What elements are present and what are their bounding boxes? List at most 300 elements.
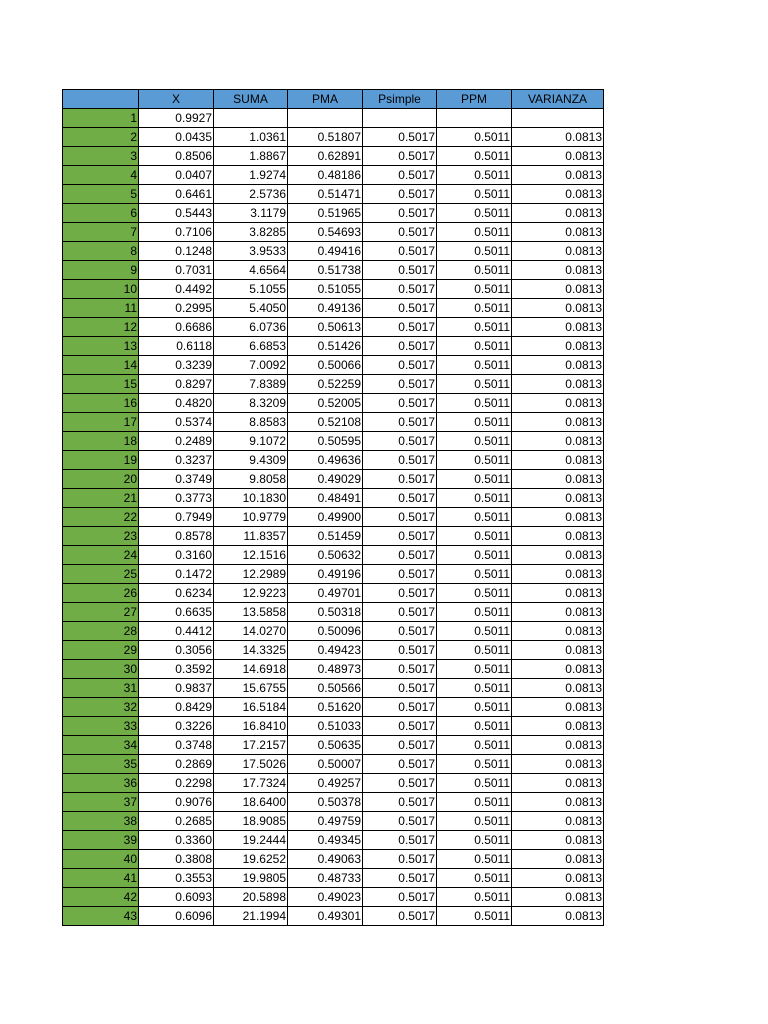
table-row	[63, 812, 604, 831]
cell-suma: 9.4309	[214, 451, 288, 470]
cell-psimple: 0.5017	[363, 698, 437, 717]
cell-ppm: 0.5011	[437, 489, 512, 508]
cell-suma: 19.6252	[214, 850, 288, 869]
cell-pma: 0.51426	[288, 337, 363, 356]
cell-ppm: 0.5011	[437, 736, 512, 755]
cell-ppm: 0.5011	[437, 641, 512, 660]
cell-x: 0.7031	[139, 261, 214, 280]
cell-x: 0.4492	[139, 280, 214, 299]
cell-ppm: 0.5011	[437, 850, 512, 869]
cell-psimple: 0.5017	[363, 394, 437, 413]
cell-x: 0.3749	[139, 470, 214, 489]
row-index: 35	[63, 755, 139, 774]
table-row	[63, 888, 604, 907]
cell-x: 0.2685	[139, 812, 214, 831]
cell-psimple: 0.5017	[363, 527, 437, 546]
cell-suma: 7.8389	[214, 375, 288, 394]
cell-psimple: 0.5017	[363, 185, 437, 204]
cell-varianza: 0.0813	[512, 204, 604, 223]
cell-suma: 8.8583	[214, 413, 288, 432]
cell-suma: 11.8357	[214, 527, 288, 546]
cell-varianza: 0.0813	[512, 223, 604, 242]
row-index: 15	[63, 375, 139, 394]
cell-pma: 0.49636	[288, 451, 363, 470]
cell-pma: 0.49900	[288, 508, 363, 527]
cell-suma: 16.8410	[214, 717, 288, 736]
cell-x: 0.8506	[139, 147, 214, 166]
cell-pma: 0.51620	[288, 698, 363, 717]
table-row	[63, 489, 604, 508]
cell-x: 0.8429	[139, 698, 214, 717]
cell-ppm: 0.5011	[437, 147, 512, 166]
row-index: 23	[63, 527, 139, 546]
cell-suma: 17.2157	[214, 736, 288, 755]
table-row	[63, 242, 604, 261]
row-index: 3	[63, 147, 139, 166]
cell-suma: 12.2989	[214, 565, 288, 584]
cell-ppm: 0.5011	[437, 603, 512, 622]
row-index: 36	[63, 774, 139, 793]
row-index: 4	[63, 166, 139, 185]
cell-x: 0.4412	[139, 622, 214, 641]
cell-psimple: 0.5017	[363, 204, 437, 223]
cell-ppm: 0.5011	[437, 242, 512, 261]
cell-ppm: 0.5011	[437, 565, 512, 584]
row-index: 12	[63, 318, 139, 337]
cell-psimple: 0.5017	[363, 850, 437, 869]
cell-suma: 13.5858	[214, 603, 288, 622]
header-x: X	[139, 90, 214, 109]
table-row	[63, 109, 604, 128]
cell-suma: 20.5898	[214, 888, 288, 907]
table-row	[63, 584, 604, 603]
cell-pma: 0.50613	[288, 318, 363, 337]
cell-suma: 14.3325	[214, 641, 288, 660]
cell-ppm: 0.5011	[437, 755, 512, 774]
cell-ppm: 0.5011	[437, 451, 512, 470]
cell-pma: 0.51807	[288, 128, 363, 147]
table-row	[63, 337, 604, 356]
cell-x: 0.2298	[139, 774, 214, 793]
table-row	[63, 641, 604, 660]
table-row	[63, 869, 604, 888]
cell-suma: 2.5736	[214, 185, 288, 204]
cell-ppm: 0.5011	[437, 356, 512, 375]
row-index: 42	[63, 888, 139, 907]
cell-x: 0.3160	[139, 546, 214, 565]
cell-x: 0.9927	[139, 109, 214, 128]
cell-suma: 4.6564	[214, 261, 288, 280]
cell-ppm: 0.5011	[437, 280, 512, 299]
cell-varianza: 0.0813	[512, 451, 604, 470]
cell-varianza	[512, 109, 604, 128]
cell-suma: 21.1994	[214, 907, 288, 926]
row-index: 31	[63, 679, 139, 698]
row-index: 6	[63, 204, 139, 223]
cell-psimple: 0.5017	[363, 888, 437, 907]
cell-psimple: 0.5017	[363, 508, 437, 527]
cell-suma: 14.0270	[214, 622, 288, 641]
cell-x: 0.7949	[139, 508, 214, 527]
cell-pma: 0.50635	[288, 736, 363, 755]
cell-psimple: 0.5017	[363, 489, 437, 508]
cell-suma: 9.1072	[214, 432, 288, 451]
cell-varianza: 0.0813	[512, 774, 604, 793]
cell-ppm: 0.5011	[437, 888, 512, 907]
cell-ppm	[437, 109, 512, 128]
cell-suma: 17.7324	[214, 774, 288, 793]
cell-x: 0.8578	[139, 527, 214, 546]
cell-x: 0.3773	[139, 489, 214, 508]
cell-varianza: 0.0813	[512, 698, 604, 717]
row-index: 5	[63, 185, 139, 204]
cell-x: 0.3592	[139, 660, 214, 679]
cell-psimple: 0.5017	[363, 261, 437, 280]
cell-suma: 19.2444	[214, 831, 288, 850]
cell-x: 0.7106	[139, 223, 214, 242]
cell-psimple: 0.5017	[363, 660, 437, 679]
cell-psimple: 0.5017	[363, 128, 437, 147]
cell-varianza: 0.0813	[512, 318, 604, 337]
cell-ppm: 0.5011	[437, 128, 512, 147]
cell-suma: 15.6755	[214, 679, 288, 698]
row-index: 9	[63, 261, 139, 280]
cell-suma: 10.9779	[214, 508, 288, 527]
cell-varianza: 0.0813	[512, 337, 604, 356]
cell-x: 0.6093	[139, 888, 214, 907]
row-index: 25	[63, 565, 139, 584]
cell-pma	[288, 109, 363, 128]
header-ppm: PPM	[437, 90, 512, 109]
cell-x: 0.0435	[139, 128, 214, 147]
table-row	[63, 698, 604, 717]
cell-x: 0.3748	[139, 736, 214, 755]
cell-pma: 0.49023	[288, 888, 363, 907]
cell-varianza: 0.0813	[512, 432, 604, 451]
row-index: 18	[63, 432, 139, 451]
cell-psimple: 0.5017	[363, 280, 437, 299]
table-row	[63, 356, 604, 375]
header-psimple: Psimple	[363, 90, 437, 109]
cell-varianza: 0.0813	[512, 907, 604, 926]
cell-psimple: 0.5017	[363, 166, 437, 185]
cell-pma: 0.49196	[288, 565, 363, 584]
cell-x: 0.2869	[139, 755, 214, 774]
cell-varianza: 0.0813	[512, 755, 604, 774]
cell-psimple: 0.5017	[363, 717, 437, 736]
cell-ppm: 0.5011	[437, 166, 512, 185]
header-corner	[63, 90, 139, 109]
cell-suma	[214, 109, 288, 128]
cell-x: 0.6635	[139, 603, 214, 622]
cell-pma: 0.48973	[288, 660, 363, 679]
cell-x: 0.6234	[139, 584, 214, 603]
cell-pma: 0.49345	[288, 831, 363, 850]
cell-ppm: 0.5011	[437, 394, 512, 413]
row-index: 39	[63, 831, 139, 850]
cell-ppm: 0.5011	[437, 413, 512, 432]
cell-pma: 0.54693	[288, 223, 363, 242]
cell-pma: 0.50378	[288, 793, 363, 812]
cell-x: 0.4820	[139, 394, 214, 413]
cell-ppm: 0.5011	[437, 774, 512, 793]
cell-suma: 17.5026	[214, 755, 288, 774]
cell-pma: 0.48186	[288, 166, 363, 185]
cell-ppm: 0.5011	[437, 185, 512, 204]
table-body	[63, 109, 604, 926]
table-row	[63, 147, 604, 166]
table-row	[63, 622, 604, 641]
cell-psimple: 0.5017	[363, 242, 437, 261]
cell-ppm: 0.5011	[437, 204, 512, 223]
table-row	[63, 508, 604, 527]
cell-ppm: 0.5011	[437, 470, 512, 489]
cell-x: 0.3553	[139, 869, 214, 888]
data-table	[62, 89, 604, 926]
cell-ppm: 0.5011	[437, 717, 512, 736]
cell-pma: 0.48491	[288, 489, 363, 508]
cell-psimple: 0.5017	[363, 565, 437, 584]
cell-psimple: 0.5017	[363, 603, 437, 622]
cell-ppm: 0.5011	[437, 679, 512, 698]
cell-x: 0.9076	[139, 793, 214, 812]
cell-varianza: 0.0813	[512, 565, 604, 584]
cell-psimple: 0.5017	[363, 318, 437, 337]
cell-psimple: 0.5017	[363, 375, 437, 394]
cell-pma: 0.50595	[288, 432, 363, 451]
cell-varianza: 0.0813	[512, 147, 604, 166]
cell-x: 0.1472	[139, 565, 214, 584]
cell-x: 0.6118	[139, 337, 214, 356]
cell-varianza: 0.0813	[512, 280, 604, 299]
cell-varianza: 0.0813	[512, 489, 604, 508]
cell-varianza: 0.0813	[512, 356, 604, 375]
cell-x: 0.8297	[139, 375, 214, 394]
cell-psimple: 0.5017	[363, 223, 437, 242]
cell-pma: 0.52005	[288, 394, 363, 413]
cell-ppm: 0.5011	[437, 299, 512, 318]
cell-pma: 0.49701	[288, 584, 363, 603]
table-row	[63, 261, 604, 280]
table-row	[63, 527, 604, 546]
table-row	[63, 679, 604, 698]
header-pma: PMA	[288, 90, 363, 109]
cell-pma: 0.51965	[288, 204, 363, 223]
row-index: 7	[63, 223, 139, 242]
cell-varianza: 0.0813	[512, 546, 604, 565]
row-index: 8	[63, 242, 139, 261]
cell-ppm: 0.5011	[437, 223, 512, 242]
cell-pma: 0.49257	[288, 774, 363, 793]
cell-varianza: 0.0813	[512, 584, 604, 603]
cell-pma: 0.52108	[288, 413, 363, 432]
table-row	[63, 660, 604, 679]
cell-pma: 0.49416	[288, 242, 363, 261]
cell-suma: 16.5184	[214, 698, 288, 717]
cell-psimple: 0.5017	[363, 356, 437, 375]
row-index: 27	[63, 603, 139, 622]
cell-x: 0.6461	[139, 185, 214, 204]
table-row	[63, 774, 604, 793]
table-row	[63, 432, 604, 451]
table-row	[63, 755, 604, 774]
cell-x: 0.5374	[139, 413, 214, 432]
table-row	[63, 318, 604, 337]
row-index: 29	[63, 641, 139, 660]
cell-pma: 0.48733	[288, 869, 363, 888]
row-index: 22	[63, 508, 139, 527]
cell-varianza: 0.0813	[512, 736, 604, 755]
table-row	[63, 413, 604, 432]
cell-suma: 9.8058	[214, 470, 288, 489]
cell-ppm: 0.5011	[437, 793, 512, 812]
cell-varianza: 0.0813	[512, 166, 604, 185]
cell-suma: 1.9274	[214, 166, 288, 185]
cell-suma: 7.0092	[214, 356, 288, 375]
cell-suma: 1.0361	[214, 128, 288, 147]
cell-x: 0.1248	[139, 242, 214, 261]
cell-pma: 0.49759	[288, 812, 363, 831]
cell-varianza: 0.0813	[512, 660, 604, 679]
row-index: 37	[63, 793, 139, 812]
cell-varianza: 0.0813	[512, 679, 604, 698]
cell-x: 0.3056	[139, 641, 214, 660]
cell-ppm: 0.5011	[437, 337, 512, 356]
cell-ppm: 0.5011	[437, 375, 512, 394]
table-row	[63, 470, 604, 489]
cell-x: 0.3239	[139, 356, 214, 375]
cell-ppm: 0.5011	[437, 869, 512, 888]
header-row	[63, 90, 604, 109]
table-row	[63, 185, 604, 204]
cell-psimple: 0.5017	[363, 413, 437, 432]
table-row	[63, 299, 604, 318]
cell-psimple: 0.5017	[363, 774, 437, 793]
row-index: 14	[63, 356, 139, 375]
cell-pma: 0.50007	[288, 755, 363, 774]
cell-varianza: 0.0813	[512, 394, 604, 413]
cell-suma: 12.9223	[214, 584, 288, 603]
cell-varianza: 0.0813	[512, 622, 604, 641]
cell-suma: 14.6918	[214, 660, 288, 679]
header-varianza: VARIANZA	[512, 90, 604, 109]
cell-suma: 12.1516	[214, 546, 288, 565]
row-index: 10	[63, 280, 139, 299]
table-row	[63, 128, 604, 147]
row-index: 30	[63, 660, 139, 679]
cell-suma: 6.6853	[214, 337, 288, 356]
row-index: 19	[63, 451, 139, 470]
cell-psimple: 0.5017	[363, 869, 437, 888]
cell-suma: 1.8867	[214, 147, 288, 166]
cell-pma: 0.50096	[288, 622, 363, 641]
row-index: 41	[63, 869, 139, 888]
cell-suma: 8.3209	[214, 394, 288, 413]
table-row	[63, 831, 604, 850]
cell-psimple	[363, 109, 437, 128]
table-row	[63, 546, 604, 565]
cell-varianza: 0.0813	[512, 261, 604, 280]
table-row	[63, 565, 604, 584]
cell-pma: 0.51471	[288, 185, 363, 204]
cell-pma: 0.49136	[288, 299, 363, 318]
row-index: 13	[63, 337, 139, 356]
cell-pma: 0.51033	[288, 717, 363, 736]
cell-psimple: 0.5017	[363, 470, 437, 489]
cell-suma: 10.1830	[214, 489, 288, 508]
cell-varianza: 0.0813	[512, 717, 604, 736]
row-index: 26	[63, 584, 139, 603]
row-index: 17	[63, 413, 139, 432]
cell-psimple: 0.5017	[363, 147, 437, 166]
cell-pma: 0.50566	[288, 679, 363, 698]
cell-ppm: 0.5011	[437, 261, 512, 280]
cell-varianza: 0.0813	[512, 888, 604, 907]
cell-varianza: 0.0813	[512, 812, 604, 831]
row-index: 32	[63, 698, 139, 717]
row-index: 16	[63, 394, 139, 413]
row-index: 1	[63, 109, 139, 128]
cell-pma: 0.49029	[288, 470, 363, 489]
row-index: 2	[63, 128, 139, 147]
cell-varianza: 0.0813	[512, 413, 604, 432]
table-row	[63, 375, 604, 394]
cell-pma: 0.62891	[288, 147, 363, 166]
cell-ppm: 0.5011	[437, 584, 512, 603]
cell-psimple: 0.5017	[363, 679, 437, 698]
cell-psimple: 0.5017	[363, 622, 437, 641]
cell-suma: 19.9805	[214, 869, 288, 888]
row-index: 40	[63, 850, 139, 869]
cell-psimple: 0.5017	[363, 451, 437, 470]
row-index: 20	[63, 470, 139, 489]
table-row	[63, 850, 604, 869]
cell-psimple: 0.5017	[363, 432, 437, 451]
cell-psimple: 0.5017	[363, 546, 437, 565]
cell-psimple: 0.5017	[363, 299, 437, 318]
table-row	[63, 603, 604, 622]
table-row	[63, 394, 604, 413]
row-index: 43	[63, 907, 139, 926]
cell-psimple: 0.5017	[363, 793, 437, 812]
cell-suma: 5.1055	[214, 280, 288, 299]
table-row	[63, 280, 604, 299]
cell-x: 0.0407	[139, 166, 214, 185]
cell-x: 0.3360	[139, 831, 214, 850]
row-index: 33	[63, 717, 139, 736]
cell-varianza: 0.0813	[512, 527, 604, 546]
cell-ppm: 0.5011	[437, 812, 512, 831]
cell-psimple: 0.5017	[363, 812, 437, 831]
row-index: 21	[63, 489, 139, 508]
cell-varianza: 0.0813	[512, 603, 604, 622]
cell-psimple: 0.5017	[363, 736, 437, 755]
cell-varianza: 0.0813	[512, 850, 604, 869]
cell-varianza: 0.0813	[512, 242, 604, 261]
cell-varianza: 0.0813	[512, 869, 604, 888]
cell-varianza: 0.0813	[512, 508, 604, 527]
cell-varianza: 0.0813	[512, 831, 604, 850]
header-suma: SUMA	[214, 90, 288, 109]
cell-psimple: 0.5017	[363, 584, 437, 603]
cell-ppm: 0.5011	[437, 660, 512, 679]
cell-pma: 0.50066	[288, 356, 363, 375]
cell-pma: 0.50318	[288, 603, 363, 622]
cell-suma: 3.9533	[214, 242, 288, 261]
row-index: 38	[63, 812, 139, 831]
cell-suma: 5.4050	[214, 299, 288, 318]
cell-pma: 0.49063	[288, 850, 363, 869]
